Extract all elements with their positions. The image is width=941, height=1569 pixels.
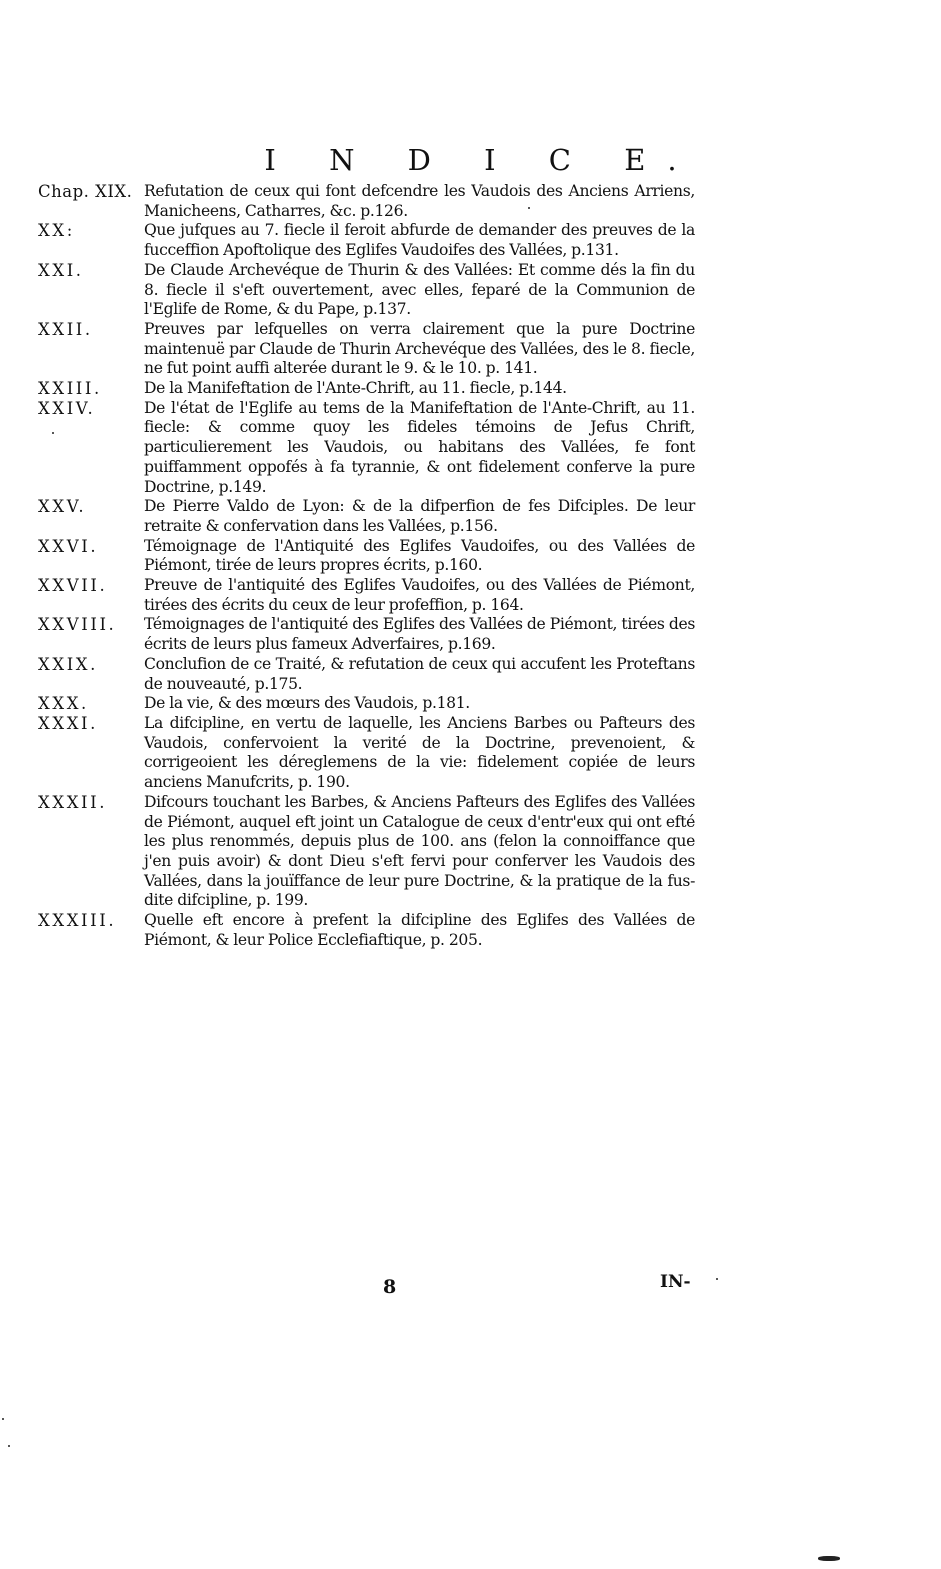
chapter-number: XXXII. — [38, 792, 108, 812]
index-entry — [38, 615, 698, 654]
index-entry — [38, 911, 698, 950]
chapter-title: Preuve de l'antiquité des Eglifes Vaudoifes, ou des Vallées de Piémont, tirées des écrits du ceux de leur profeffion, p. 164. — [144, 576, 695, 614]
page-heading: I N D I C E. — [264, 143, 699, 177]
chapter-number: XXI. — [38, 260, 84, 280]
index-entry — [38, 182, 698, 221]
page-folio: 8 — [383, 1276, 397, 1298]
print-speck — [52, 432, 54, 434]
chapter-number: XXXIII. — [38, 911, 117, 931]
print-speck — [818, 1556, 840, 1561]
chapter-title: Que jufques au 7. fiecle il feroit abfurde de demander des preuves de la fucceffion Apoftolique des Eglifes Vaudoifes des Vallées, p.131. — [144, 221, 695, 260]
index-entry — [38, 399, 698, 498]
index-entry — [38, 379, 698, 399]
print-speck — [8, 1445, 10, 1447]
index-entry — [38, 655, 698, 694]
chapter-number: XXVII. — [38, 576, 108, 596]
print-speck — [2, 1418, 4, 1420]
chapter-number: XXII. — [38, 319, 93, 339]
chapter-number: XXIII. — [38, 379, 102, 399]
index-entry — [38, 537, 698, 576]
chapter-title: Preuves par lefquelles on verra clairement que la pure Doctrine maintenuë par Claude de Thurin Archevéque des Vallées, des le 8. fiecle, ne fut point auffi alterée durant le 9. & le 10. p. 141. — [144, 319, 695, 378]
chapter-number: Chap. XIX. — [38, 182, 133, 201]
chapter-title: De l'état de l'Eglife au tems de la Manifeftation de l'Ante-Chrift, au 11. fiecle: & comme quoy les fideles témoins de Jefus Chrift, particulierement les Vaudois, ou habitans des Vallées, fe font puiffamment oppofés à fa tyrannie, & ont fidelement conferve la pure Doctrine, p.149. — [144, 398, 695, 496]
index-entries — [38, 182, 698, 950]
chapter-title: Conclufion de ce Traité, & refutation de ceux qui accufent les Proteftans de nouveauté, p.175. — [144, 654, 695, 693]
index-entry — [38, 320, 698, 379]
chapter-title: Témoignages de l'antiquité des Eglifes des Vallées de Piémont, tirées des écrits de leurs plus fameux Adverfaires, p.169. — [144, 615, 695, 654]
chapter-number: XX: — [38, 221, 75, 241]
chapter-title: Difcours touchant les Barbes, & Anciens Pafteurs des Eglifes des Vallées de Piémont, auquel eft joint un Catalogue de ceux d'entr'eux qui ont efté les plus renommés, depuis plus de 100. ans (felon la connoiffance que j'en puis avoir) & dont Dieu s'eft fervi pour conferver les Vaudois des Vallées, dans la jouïffance de leur pure Doctrine, & la pratique de la fus-dite difcipline, p. 199. — [144, 792, 695, 910]
index-entry — [38, 497, 698, 536]
index-entry — [38, 261, 698, 320]
chapter-number: XXVIII. — [38, 615, 117, 635]
chapter-number: XXV. — [38, 497, 87, 517]
index-entry — [38, 694, 698, 714]
chapter-title: Refutation de ceux qui font defcendre les Vaudois des Anciens Arriens, Manicheens, Catharres, &c. p.126. — [144, 182, 695, 220]
chapter-title: De Pierre Valdo de Lyon: & de la difperfion de fes Difciples. De leur retraite & confervation dans les Vallées, p.156. — [144, 497, 695, 535]
chapter-number: XXIX. — [38, 654, 99, 674]
catchword: IN- — [660, 1272, 691, 1292]
print-speck — [716, 1278, 718, 1280]
index-entry — [38, 714, 698, 793]
chapter-title: La difcipline, en vertu de laquelle, les Anciens Barbes ou Pafteurs des Vaudois, confervoient la verité de la Doctrine, prevenoient, & corrigeoient les déreglemens de la vie: fidelement copiée de leurs anciens Manufcrits, p. 190. — [144, 713, 695, 792]
print-speck — [528, 207, 530, 209]
chapter-number: XXIV. — [38, 398, 96, 418]
chapter-title: Témoignage de l'Antiquité des Eglifes Vaudoifes, ou des Vallées de Piémont, tirée de leurs propres écrits, p.160. — [144, 536, 695, 575]
chapter-number: XXVI. — [38, 536, 99, 556]
chapter-title: Quelle eft encore à prefent la difcipline des Eglifes des Vallées de Piémont, & leur Police Ecclefiaftique, p. 205. — [144, 911, 695, 949]
index-entry — [38, 221, 698, 260]
chapter-number: XXX. — [38, 694, 89, 714]
chapter-title: De la Manifeftation de l'Ante-Chrift, au 11. fiecle, p.144. — [144, 379, 567, 398]
chapter-title: De Claude Archevéque de Thurin & des Vallées: Et comme dés la fin du 8. fiecle il s'eft ouvertement, avec elles, feparé de la Communion de l'Eglife de Rome, & du Pape, p.137. — [144, 260, 695, 319]
chapter-title: De la vie, & des mœurs des Vaudois, p.181. — [144, 694, 470, 713]
index-entry — [38, 793, 698, 911]
index-entry — [38, 576, 698, 615]
chapter-number: XXXI. — [38, 713, 99, 733]
